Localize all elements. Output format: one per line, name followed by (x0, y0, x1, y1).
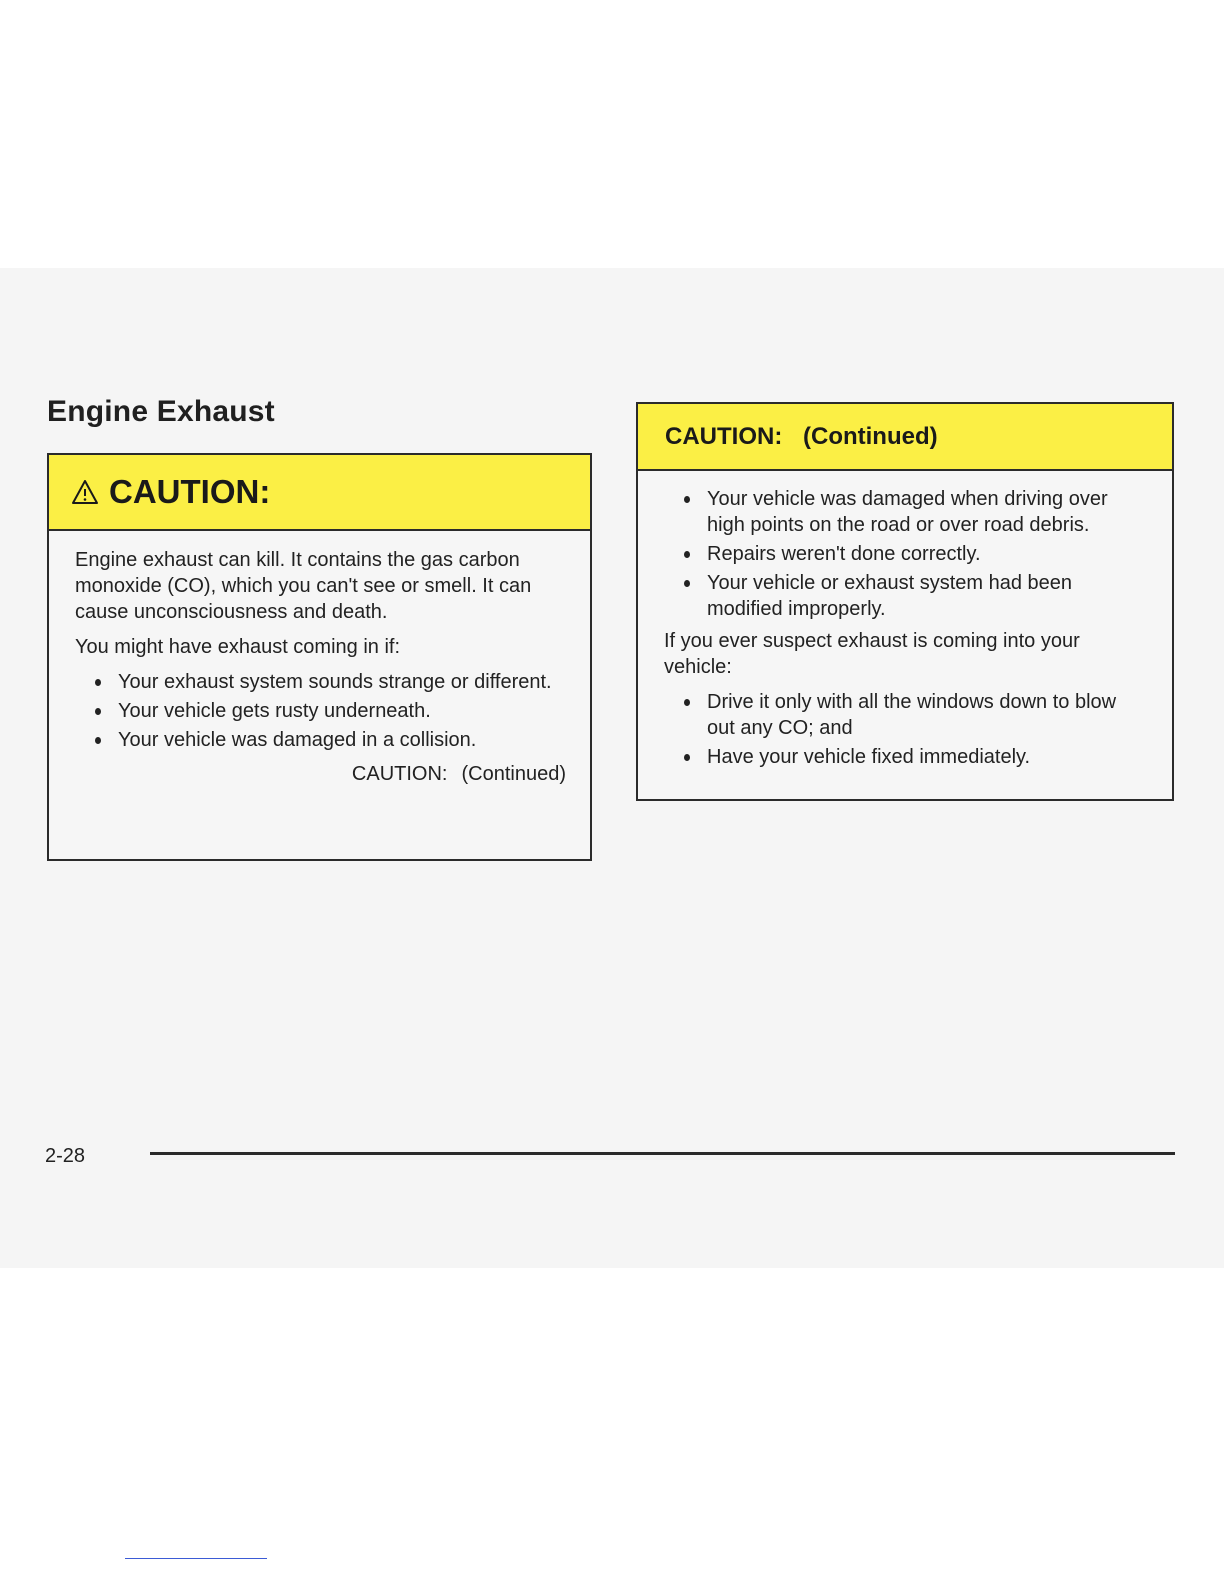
continued-text: (Continued) (461, 763, 566, 785)
list-item (664, 570, 1148, 622)
page-number: 2-28 (45, 1145, 86, 1167)
caution-bullet-list (664, 486, 1148, 622)
list-item (75, 727, 566, 753)
caution-header-left (49, 455, 590, 531)
list-item (75, 698, 566, 724)
underline-divider (125, 1558, 267, 1559)
continued-label: CAUTION: (351, 763, 448, 785)
list-item (664, 689, 1148, 741)
caution-box-left (47, 453, 592, 861)
list-item-text: Your vehicle or exhaust system had been modified improperly. (707, 572, 1073, 620)
bullet-icon (684, 496, 690, 503)
caution-heading-label: CAUTION: (665, 422, 783, 450)
list-item (75, 669, 566, 695)
caution-body-right (638, 471, 1172, 770)
list-item-text: Your vehicle gets rusty underneath. (118, 700, 431, 722)
caution-paragraph: Engine exhaust can kill. It contains the gas carbon monoxide (CO), which you can't see or smell. It can cause unconsciousness and death. (75, 549, 532, 623)
bullet-icon (95, 679, 101, 686)
bullet-icon (684, 551, 690, 558)
section-title: Engine Exhaust (47, 395, 275, 428)
warning-triangle-icon (71, 479, 99, 505)
list-item-text: Repairs weren't done correctly. (707, 543, 981, 565)
bullet-icon (95, 737, 101, 744)
caution-bullet-list-2 (664, 689, 1148, 770)
footer-rule (150, 1152, 1175, 1155)
list-item-text: Drive it only with all the windows down to blow out any CO; and (707, 691, 1117, 739)
list-item-text: Your vehicle was damaged when driving over high points on the road or over road debris. (707, 488, 1108, 536)
caution-header-right (638, 404, 1172, 471)
bullet-icon (95, 708, 101, 715)
caution-heading: CAUTION: (109, 473, 271, 510)
continued-note (75, 761, 566, 787)
bullet-icon (684, 754, 690, 761)
bullet-icon (684, 699, 690, 706)
bullet-icon (684, 580, 690, 587)
caution-heading-continued (665, 423, 938, 451)
list-item-text: Your vehicle was damaged in a collision. (118, 729, 477, 751)
caution-bullet-list (75, 669, 566, 753)
list-item (664, 486, 1148, 538)
caution-paragraph: You might have exhaust coming in if: (75, 636, 401, 658)
list-item (664, 541, 1148, 567)
list-item (664, 744, 1148, 770)
caution-paragraph: If you ever suspect exhaust is coming into your vehicle: (664, 630, 1080, 678)
caution-body-left (49, 531, 590, 787)
list-item-text: Have your vehicle fixed immediately. (707, 746, 1031, 768)
caution-heading-continued-text: (Continued) (803, 422, 938, 450)
list-item-text: Your exhaust system sounds strange or different. (118, 671, 552, 693)
caution-box-right (636, 402, 1174, 801)
